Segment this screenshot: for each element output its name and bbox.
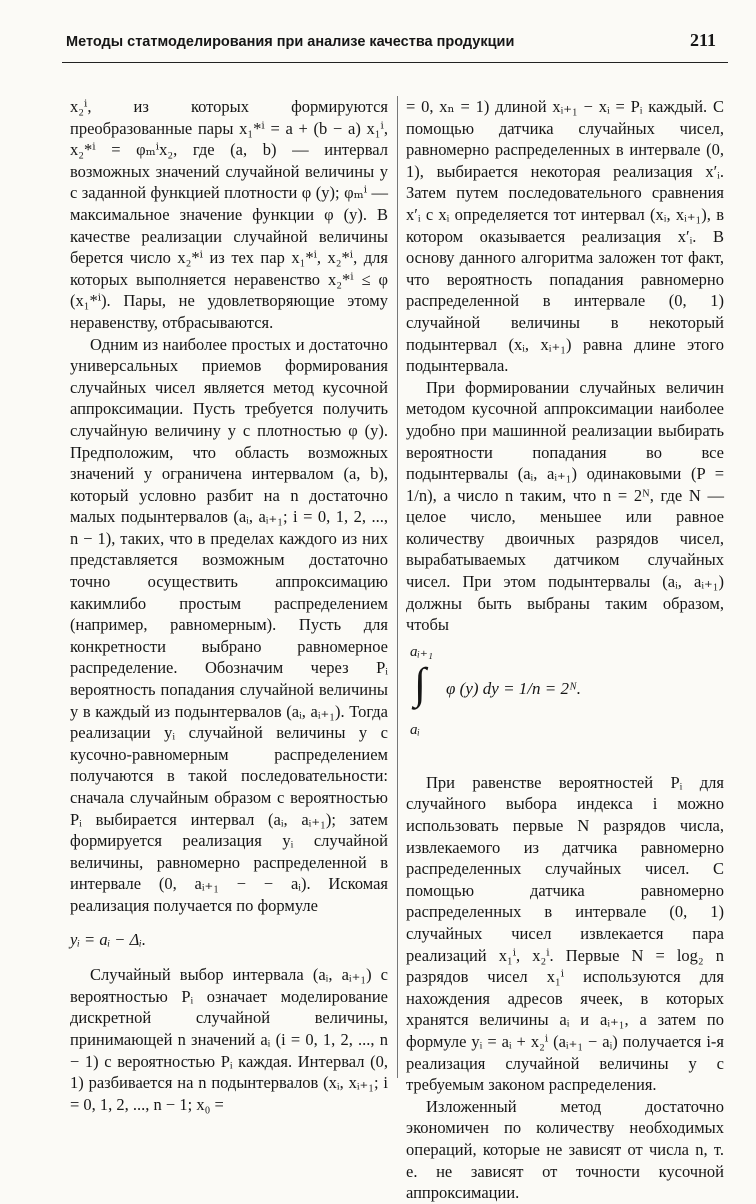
integral-formula	[406, 642, 724, 752]
running-title: Методы статмоделирования при анализе качества продукции	[66, 34, 515, 50]
column-divider	[397, 96, 398, 1078]
formula: yᵢ = aᵢ − Δᵢ.	[70, 929, 146, 949]
paragraph: = 0, xₙ = 1) длиной xᵢ₊₁ − xᵢ = Pᵢ каждый. С помощью датчика случайных чисел, равномерно распределенных в интервале (0, 1), выбирается некоторая реализация x′ᵢ. Затем путем последовательного сравнения x′ᵢ с xᵢ определяется тот интервал (xᵢ, xᵢ₊₁), в котором оказывается реализация x′ᵢ. В основу данного алгоритма заложен тот факт, что вероятность попадания равномерно распределенной в интервале (0, 1) случайной величины в некоторый подынтервал (xᵢ, xᵢ₊₁) равна длине этого подынтервала.	[406, 97, 724, 376]
integral-upper-limit: aᵢ₊₁	[410, 643, 434, 660]
paragraph: Случайный выбор интервала (aᵢ, aᵢ₊₁) с вероятностью Pᵢ означает моделирование дискретной случайной величины, принимающей n значений aᵢ (i = 0, 1, 2, ..., n − 1) с вероятностью Pᵢ каждая. Интервал (0, 1) разбивается на n подынтервалов (xᵢ, xᵢ₊₁; i = 0, 1, 2, ..., n − 1; x₀ =	[70, 965, 388, 1114]
paragraph: Изложенный метод достаточно экономичен по количеству необходимых операций, которые не зависят от числа n, т. е. не зависят от точности кусочной аппроксимации.	[406, 1096, 724, 1203]
paragraph: x₂ⁱ, из которых формируются преобразованные пары x₁*ⁱ = a + (b − a) x₁ⁱ, x₂*ⁱ = φₘⁱx₂, где (a, b) — интервал возможных значений случайной величины y с заданной функцией плотности φ (y); φₘⁱ — максимальное значение функции φ (y). В качестве реализации случайной величины берется число x₂*ⁱ из тех пар x₁*ⁱ, x₂*ⁱ, для которых выполняется неравенство x₂*ⁱ ≤ φ (x₁*ⁱ). Пары, не удовлетворяющие этому неравенству, отбрасываются.	[70, 97, 388, 332]
integral-sign: ∫	[414, 658, 427, 708]
header-rule	[62, 62, 728, 63]
paragraph: Одним из наиболее простых и достаточно универсальных приемов формирования случайных чисел является метод кусочной аппроксимации. Пусть требуется получить случайную величину y с плотностью φ (y). Предположим, что область возможных значений y ограничена интервалом (a, b), который условно разбит на n достаточно малых подынтервалов (aᵢ, aᵢ₊₁; i = 0, 1, 2, ..., n − 1), таких, что в пределах каждого из них представляется возможным достаточно точно осуществить аппроксимацию какимлибо простым распределением (например, равномерным). Пусть для конкретности выбрано равномерное распределение. Обозначим через Pᵢ вероятность попадания случайной величины y в каждый из подынтервалов (aᵢ, aᵢ₊₁). Тогда реализации yᵢ случайной величины y с кусочно-равномерным распределением получаются в такой последовательности: сначала случайным образом с вероятностью Pᵢ выбирается интервал (aᵢ, aᵢ₊₁); затем формируется реализация yᵢ случайной величины, равномерно распределенной в интервале (0, aᵢ₊₁ − − aᵢ). Искомая реализация получается по формуле	[70, 334, 388, 915]
integral-lower-limit: aᵢ	[410, 721, 420, 738]
left-column	[70, 96, 388, 1115]
paragraph: При формировании случайных величин методом кусочной аппроксимации наиболее удобно при машинной реализации выбирать вероятности попадания во все подынтервалы (aᵢ, aᵢ₊₁) одинаковыми (P = 1/n), а число n таким, что n = 2ᴺ, где N — целое число, меньшее или равное количеству двоичных разрядов чисел, вырабатываемых датчиком случайных чисел. При этом подынтервалы (aᵢ, aᵢ₊₁) должны быть выбраны таким образом, чтобы	[406, 377, 724, 635]
integral-expression: φ (y) dy = 1/n = 2ᴺ.	[446, 678, 582, 698]
right-column	[406, 96, 724, 1204]
page-number: 211	[690, 30, 717, 50]
paragraph: При равенстве вероятностей Pᵢ для случайного выбора индекса i можно использовать первые N разрядов числа, извлекаемого из датчика равномерно распределенных случайных чисел. С помощью датчика равномерно распределенных в интервале (0, 1) случайных чисел извлекается пара реализаций x₁ⁱ, x₂ⁱ. Первые N = log₂ n разрядов чисел x₁ⁱ используются для нахождения адресов ячеек, в которых хранятся величины aᵢ и aᵢ₊₁, а затем по формуле yᵢ = aᵢ + x₂ⁱ (aᵢ₊₁ − aᵢ) получается i-я реализация случайной величины y с требуемым законом распределения.	[406, 772, 724, 1095]
